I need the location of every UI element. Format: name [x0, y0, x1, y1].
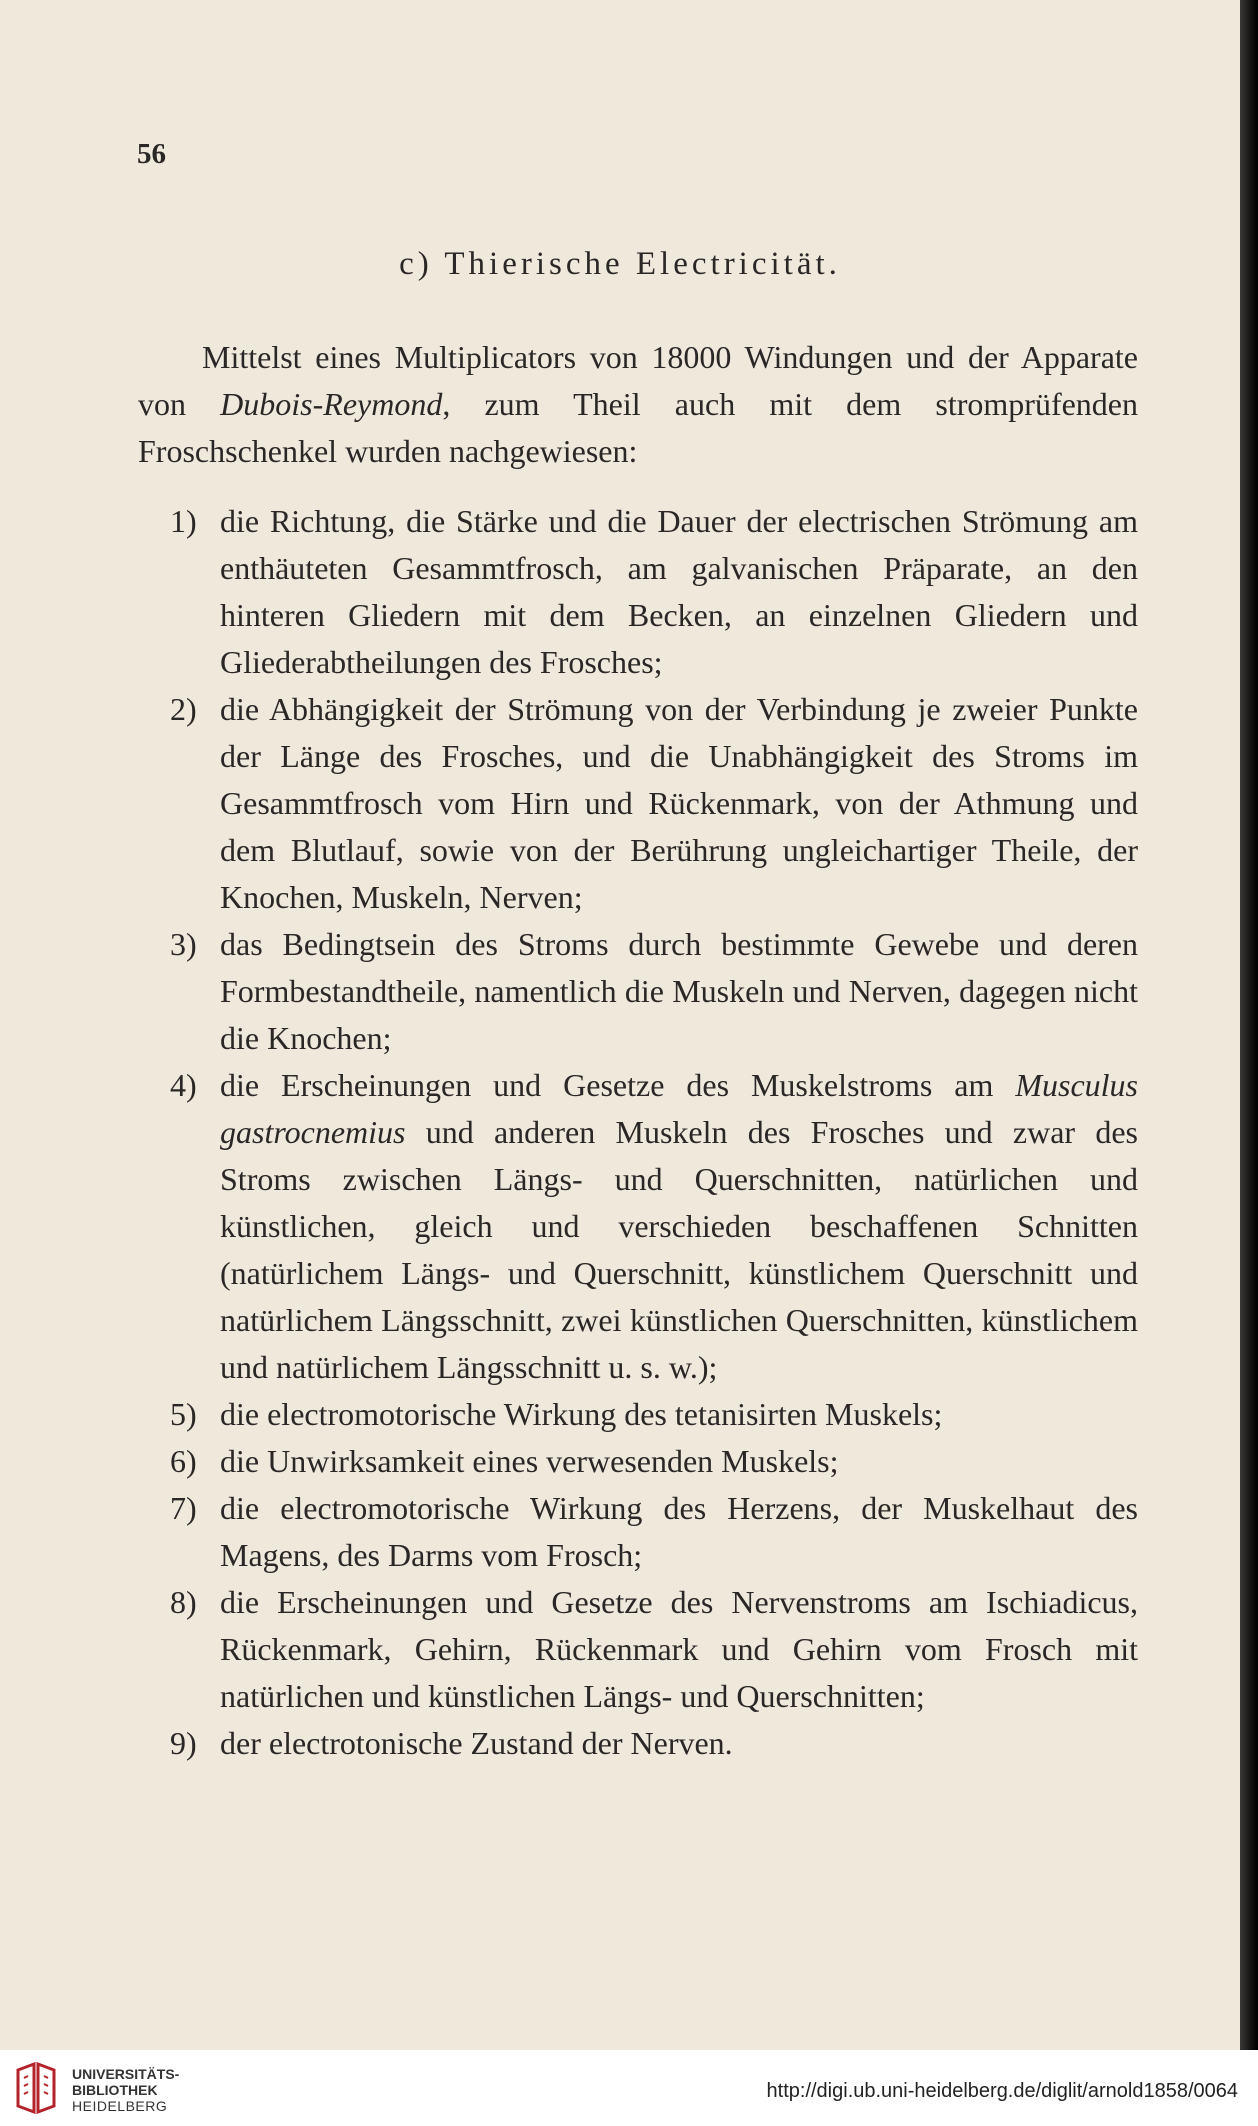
- list-item-text-after: und anderen Muskeln des Frosches und zwar des Stroms zwischen Längs- und Querschnitten, natürlichen und künstlichen, gleich und verschieden beschaffenen Schnitten (natürlichem Längs- und Querschnitt, künstlichem Querschnitt und natürlichem Längsschnitt, zwei künstlichen Querschnitten, künstlichem und natürlichem Längsschnitt u. s. w.);: [220, 1114, 1138, 1385]
- list-item-number: 4): [170, 1067, 197, 1103]
- list-item: [138, 1438, 1138, 1485]
- list-item-text: das Bedingtsein des Stroms durch bestimmte Gewebe und deren Formbestandtheile, namentlich die Muskeln und Nerven, dagegen nicht die Knochen;: [220, 926, 1138, 1056]
- library-name-line2: BIBLIOTHEK: [72, 2082, 158, 2098]
- library-name: [72, 2066, 179, 2114]
- list-item: [138, 498, 1138, 686]
- intro-text-before: Mittelst eines Multiplicators von 18000 Windungen und der Apparate von: [138, 339, 1138, 422]
- list-item-number: 2): [170, 691, 197, 727]
- list-item-number: 1): [170, 503, 197, 539]
- latin-muscle-name: Musculus gastrocnemius: [220, 1067, 1138, 1150]
- list-item-text: die Richtung, die Stärke und die Dauer der electrischen Strömung am enthäuteten Gesammtfrosch, am galvanischen Präparate, an den hinteren Gliedern mit dem Becken, an einzelnen Gliedern und Gliederabtheilungen des Frosches;: [220, 503, 1138, 680]
- list-item: [138, 1720, 1138, 1767]
- library-logo-icon: [12, 2060, 60, 2116]
- list-item-number: 9): [170, 1725, 197, 1761]
- list-item-text: die electromotorische Wirkung des tetanisirten Muskels;: [220, 1396, 943, 1432]
- list-item-number: 8): [170, 1584, 197, 1620]
- list-item: [138, 1579, 1138, 1720]
- list-item-text-before: die Erscheinungen und Gesetze des Muskelstroms am: [220, 1067, 1016, 1103]
- list-item: [138, 921, 1138, 1062]
- library-name-line3: HEIDELBERG: [72, 2098, 168, 2114]
- list-item-text: der electrotonische Zustand der Nerven.: [220, 1725, 733, 1761]
- book-edge-shadow: [1240, 0, 1258, 2050]
- source-url-link[interactable]: http://digi.ub.uni-heidelberg.de/diglit/arnold1858/0064: [766, 2080, 1238, 2102]
- intro-paragraph: [138, 334, 1138, 475]
- list-item-number: 3): [170, 926, 197, 962]
- list-item-text: die Erscheinungen und Gesetze des Nervenstroms am Ischiadicus, Rückenmark, Gehirn, Rückenmark und Gehirn vom Frosch mit natürlichen und künstlichen Längs- und Querschnitten;: [220, 1584, 1138, 1714]
- list-item: [138, 686, 1138, 921]
- section-heading: c) Thierische Electricität.: [399, 246, 841, 282]
- library-name-line1: UNIVERSITÄTS-: [72, 2066, 180, 2082]
- list-item-text: die Unwirksamkeit eines verwesenden Muskels;: [220, 1443, 839, 1479]
- page-number: 56: [137, 138, 166, 170]
- intro-text-after: , zum Theil auch mit dem stromprüfenden Froschschenkel wurden nachgewiesen:: [138, 386, 1139, 469]
- list-item-text: die electromotorische Wirkung des Herzens, der Muskelhaut des Magens, des Darms vom Frosch;: [220, 1490, 1138, 1573]
- list-item-number: 5): [170, 1396, 197, 1432]
- list-item: [138, 1062, 1138, 1391]
- list-item-text: die Abhängigkeit der Strömung von der Verbindung je zweier Punkte der Länge des Frosches, und die Unabhängigkeit des Stroms im Gesammtfrosch vom Hirn und Rückenmark, von der Athmung und dem Blutlauf, sowie von der Berührung ungleichartiger Theile, der Knochen, Muskeln, Nerven;: [220, 691, 1138, 915]
- list-item: [138, 1485, 1138, 1579]
- list-item-number: 6): [170, 1443, 197, 1479]
- findings-list: [138, 498, 1138, 1767]
- list-item-number: 7): [170, 1490, 197, 1526]
- list-item: [138, 1391, 1138, 1438]
- author-name: Dubois-Reymond: [220, 386, 443, 422]
